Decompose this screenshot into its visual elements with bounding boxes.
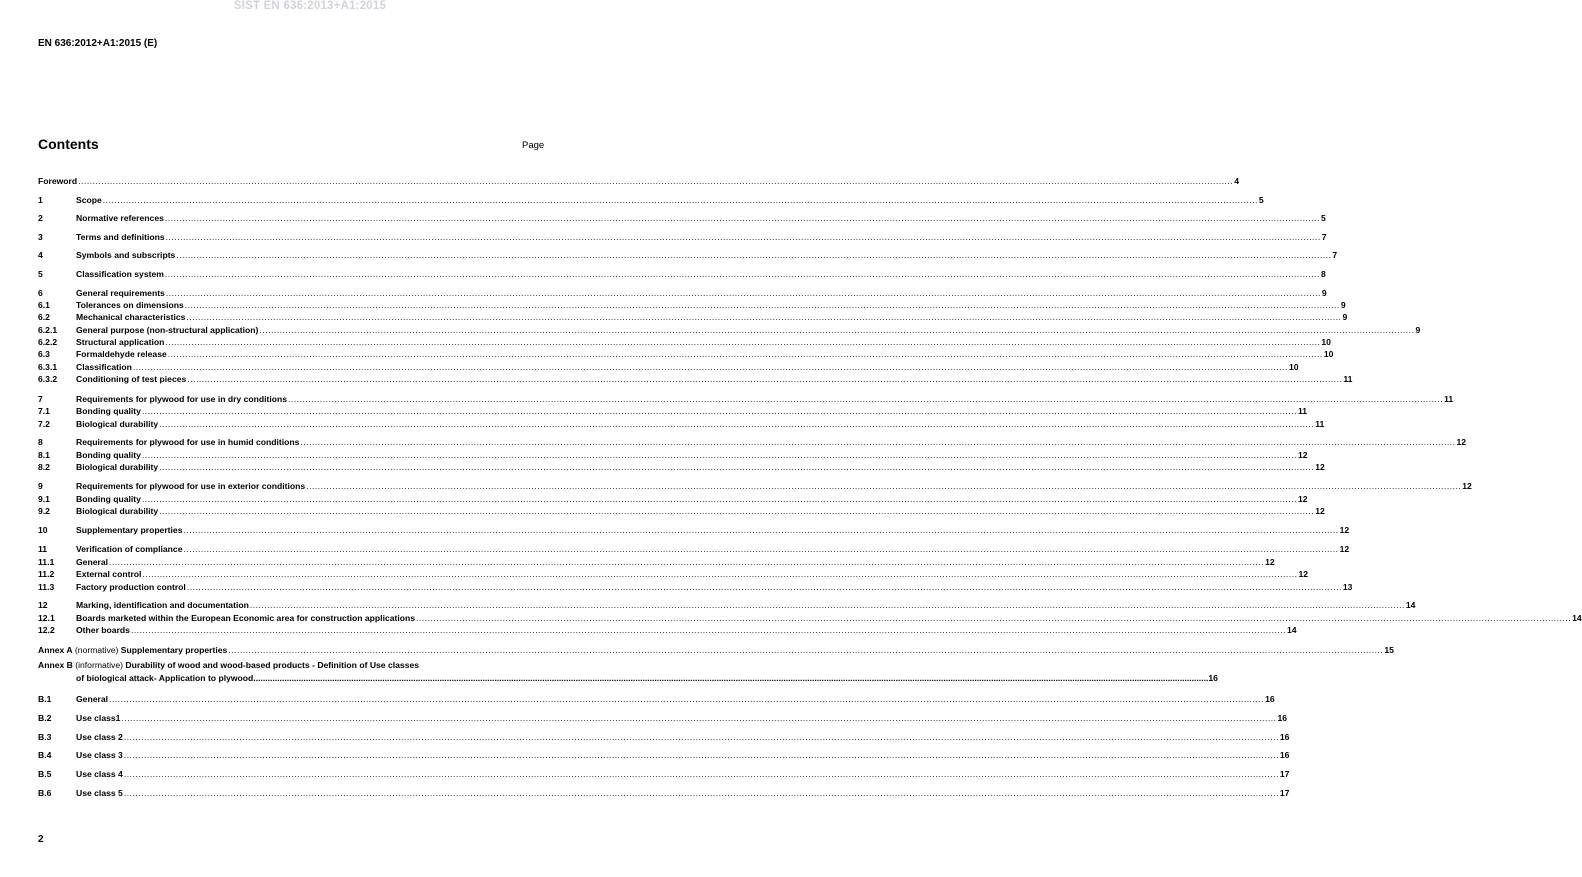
- toc-entry-title: Durability of wood and wood-based products - Definition of Use classes: [125, 660, 420, 670]
- toc-entry-number: 5: [38, 269, 43, 279]
- leader-dots: ................................................................................................................................................................................................................................................................................................................................................................................................................: [165, 337, 1321, 347]
- leader-dots: ................................................................................................................................................................................................................................................................................................................................................................................................................: [288, 394, 1444, 404]
- toc-entry[interactable]: [38, 462, 1325, 473]
- toc-entry[interactable]: [38, 362, 1299, 373]
- toc-entry-title: External control: [76, 569, 142, 579]
- leader-dots: ................................................................................................................................................................................................................................................................................................................................................................................................................: [142, 569, 1298, 579]
- toc-entry-title: Verification of compliance: [76, 544, 183, 554]
- toc-entry-page: 16: [1279, 732, 1290, 742]
- toc-entry-page: 16: [1277, 713, 1288, 723]
- leader-dots: ................................................................................................................................................................................................................................................................................................................................................................................................................: [123, 750, 1279, 760]
- toc-entry-title: Bonding quality: [76, 450, 141, 460]
- toc-entry-title-text: Supplementary properties: [120, 645, 228, 655]
- toc-entry-page: 9: [1342, 312, 1348, 322]
- leader-dots: ................................................................................................................................................................................................................................................................................................................................................................................................................: [416, 613, 1572, 623]
- leader-dots: ................................................................................................................................................................................................................................................................................................................................................................................................................: [102, 195, 1258, 205]
- toc-entry-title: Requirements for plywood for use in exterior conditions: [76, 481, 306, 491]
- leader-dots: ................................................................................................................................................................................................................................................................................................................................................................................................................: [183, 525, 1339, 535]
- toc-entry-title: General: [76, 694, 109, 704]
- toc-entry-number: 6.2.1: [38, 325, 58, 335]
- toc-entry[interactable]: [38, 481, 1472, 492]
- toc-entry-title: Bonding quality: [76, 494, 141, 504]
- leader-dots: ................................................................................................................................................................................................................................................................................................................................................................................................................: [164, 269, 1320, 279]
- toc-entry[interactable]: [38, 349, 1334, 360]
- toc-entry-title: [38, 645, 227, 656]
- toc-entry-number: 7: [38, 394, 43, 404]
- toc-entry[interactable]: [38, 269, 1326, 280]
- toc-entry-page: 9: [1321, 288, 1327, 298]
- toc-entry-title: General purpose (non-structural application): [76, 325, 259, 335]
- toc-entry[interactable]: [38, 195, 1264, 206]
- toc-entry-page: 15: [1384, 645, 1394, 655]
- leader-dots: ................................................................................................................................................................................................................................................................................................................................................................................................................: [306, 481, 1462, 491]
- toc-entry-number: 6.2: [38, 312, 50, 322]
- toc-entry-number: 6.3: [38, 349, 50, 359]
- toc-entry-title: General: [76, 557, 109, 567]
- toc-entry[interactable]: [38, 600, 1416, 611]
- toc-entry[interactable]: [38, 213, 1326, 224]
- toc-entry-page: 16: [1265, 694, 1275, 704]
- watermark: SIST EN 636:2013+A1:2015: [233, 0, 387, 12]
- toc-entry-number: 12.2: [38, 625, 55, 635]
- toc-entry-title: Boards marketed within the European Economic area for construction applications: [76, 613, 416, 623]
- toc-entry[interactable]: [38, 713, 1288, 724]
- toc-entry-number: 6: [38, 288, 43, 298]
- toc-entry[interactable]: [38, 613, 1582, 624]
- leader-dots: ................................................................................................................................................................................................................................................................................................................................................................................................................: [130, 625, 1287, 635]
- toc-entry-page: 7: [1332, 250, 1338, 260]
- toc-entry-title: Classification system: [76, 269, 164, 279]
- leader-dots: ................................................................................................................................................................................................................................................................................................................................................................................................................: [123, 769, 1279, 779]
- toc-entry-page: 11: [1298, 406, 1308, 416]
- toc-entry[interactable]: [38, 406, 1308, 417]
- leader-dots: ................................................................................................................................................................................................................................................................................................................................................................................................................: [141, 406, 1297, 416]
- toc-entry-page: 11: [1343, 374, 1353, 384]
- toc-entry[interactable]: [38, 544, 1350, 555]
- toc-entry[interactable]: [38, 437, 1467, 448]
- toc-entry-number: 11.2: [38, 569, 55, 579]
- leader-dots: ................................................................................................................................................................................................................................................................................................................................................................................................................: [132, 362, 1288, 372]
- toc-entry-page: 17: [1279, 788, 1290, 798]
- toc-entry-number: B.3: [38, 732, 52, 742]
- toc-entry-page: 14: [1572, 613, 1582, 623]
- leader-dots: ................................................................................................................................................................................................................................................................................................................................................................................................................: [141, 450, 1297, 460]
- toc-entry[interactable]: [38, 312, 1348, 323]
- toc-entry-number: 3: [38, 232, 43, 242]
- toc-entry-number: B.5: [38, 769, 52, 779]
- page-column-label: Page: [522, 140, 545, 151]
- toc-entry-title: Use class 2: [76, 732, 123, 742]
- toc-entry-number: B.2: [38, 713, 52, 723]
- toc-entry-number: 11.3: [38, 582, 55, 592]
- toc-entry-number: 2: [38, 213, 43, 223]
- toc-entry-number: 8: [38, 437, 43, 447]
- toc-entry-title: Marking, identification and documentation: [76, 600, 249, 610]
- toc-entry-title: Classification: [76, 362, 132, 372]
- leader-dots: ................................................................................................................................................................................................................................................................................................................................................................................................................: [165, 232, 1321, 242]
- toc-entry[interactable]: [38, 300, 1346, 311]
- toc-entry[interactable]: [38, 176, 1239, 187]
- leader-dots: ................................................................................................................................................................................................................................................................................................................................................................................................................: [253, 673, 1209, 683]
- toc-entry-page: 12: [1298, 494, 1308, 504]
- leader-dots: ................................................................................................................................................................................................................................................................................................................................................................................................................: [176, 250, 1332, 260]
- toc-entry[interactable]: [38, 769, 1290, 780]
- toc-entry-number: 11: [38, 544, 48, 554]
- toc-entry[interactable]: [38, 625, 1297, 636]
- toc-entry-page: 13: [1342, 582, 1353, 592]
- toc-entry-page: 10: [1288, 362, 1299, 372]
- toc-entry-page: 12: [1298, 450, 1308, 460]
- leader-dots: ................................................................................................................................................................................................................................................................................................................................................................................................................: [259, 325, 1415, 335]
- toc-entry-title: Structural application: [76, 337, 165, 347]
- annex-type: (normative): [72, 645, 121, 655]
- leader-dots: ................................................................................................................................................................................................................................................................................................................................................................................................................: [78, 176, 1234, 186]
- toc-entry-page: 5: [1320, 213, 1326, 223]
- toc-entry-page: 12: [1462, 481, 1472, 491]
- toc-entry-number: 4: [38, 250, 43, 260]
- toc-entry[interactable]: [38, 582, 1353, 593]
- toc-entry[interactable]: [38, 394, 1454, 405]
- toc-entry-title: Terms and definitions: [76, 232, 165, 242]
- toc-entry-number: 9: [38, 481, 43, 491]
- leader-dots: ................................................................................................................................................................................................................................................................................................................................................................................................................: [300, 437, 1456, 447]
- leader-dots: ................................................................................................................................................................................................................................................................................................................................................................................................................: [141, 494, 1297, 504]
- toc-entry-page: 9: [1415, 325, 1421, 335]
- toc-entry-number: 10: [38, 525, 48, 535]
- toc-entry-number: 6.1: [38, 300, 50, 310]
- toc-entry[interactable]: [38, 232, 1327, 243]
- leader-dots: ................................................................................................................................................................................................................................................................................................................................................................................................................: [159, 506, 1315, 516]
- leader-dots: ................................................................................................................................................................................................................................................................................................................................................................................................................: [123, 732, 1279, 742]
- document-id: EN 636:2012+A1:2015 (E): [38, 38, 158, 49]
- toc-entry-number: B.4: [38, 750, 52, 760]
- toc-entry[interactable]: [38, 645, 1394, 656]
- page-number: 2: [38, 834, 44, 845]
- toc-entry[interactable]: [38, 557, 1275, 568]
- toc-entry-page: 5: [1258, 195, 1264, 205]
- contents-heading: Contents: [38, 136, 99, 152]
- leader-dots: ................................................................................................................................................................................................................................................................................................................................................................................................................: [159, 419, 1315, 429]
- toc-entry[interactable]: [38, 337, 1331, 348]
- toc-entry[interactable]: [38, 288, 1327, 299]
- toc-entry-page: 11: [1444, 394, 1454, 404]
- toc-entry-title: Factory production control: [76, 582, 186, 592]
- toc-entry-number: 8.1: [38, 450, 50, 460]
- toc-entry-page: 7: [1321, 232, 1327, 242]
- toc-entry-number: B.1: [38, 694, 52, 704]
- leader-dots: ................................................................................................................................................................................................................................................................................................................................................................................................................: [109, 557, 1265, 567]
- toc-entry-page: 12: [1315, 506, 1325, 516]
- toc-entry-title: Biological durability: [76, 506, 159, 516]
- toc-entry-title: Scope: [76, 195, 102, 205]
- toc-entry-page: 12: [1265, 557, 1275, 567]
- leader-dots: ................................................................................................................................................................................................................................................................................................................................................................................................................: [165, 288, 1321, 298]
- toc-entry[interactable]: [38, 419, 1325, 430]
- leader-dots: ................................................................................................................................................................................................................................................................................................................................................................................................................: [184, 300, 1340, 310]
- toc-entry-title: Mechanical characteristics: [76, 312, 186, 322]
- toc-entry-title: Formaldehyde release: [76, 349, 167, 359]
- toc-entry-page: 11: [1315, 419, 1325, 429]
- toc-entry-page: 14: [1405, 600, 1416, 610]
- toc-entry-number: 9.2: [38, 506, 50, 516]
- toc-entry-title-line2: of biological attack- Application to plywood: [76, 673, 254, 683]
- toc-entry[interactable]: [38, 694, 1275, 705]
- toc-entry[interactable]: [38, 325, 1421, 336]
- toc-entry-title: Conditioning of test pieces: [76, 374, 187, 384]
- toc-entry-number: 12: [38, 600, 48, 610]
- annex-label: Annex B: [38, 660, 73, 670]
- toc-entry-title: Use class1: [76, 713, 121, 723]
- toc-entry-title: Use class 5: [76, 788, 123, 798]
- toc-entry-title-line1: [38, 660, 419, 670]
- toc-entry-page: 10: [1323, 349, 1334, 359]
- toc-entry-number: 1: [38, 195, 43, 205]
- leader-dots: ................................................................................................................................................................................................................................................................................................................................................................................................................: [183, 544, 1339, 554]
- toc-entry-page: 12: [1339, 525, 1350, 535]
- toc-entry-page: 17: [1279, 769, 1290, 779]
- toc-entry-number: B.6: [38, 788, 52, 798]
- toc-entry[interactable]: [38, 750, 1290, 761]
- toc-entry-number: 6.3.1: [38, 362, 58, 372]
- toc-entry-title: Requirements for plywood for use in dry conditions: [76, 394, 288, 404]
- toc-entry-page: 12: [1298, 569, 1309, 579]
- toc-entry-title: Other boards: [76, 625, 130, 635]
- toc-entry-title: Biological durability: [76, 462, 159, 472]
- toc-entry-title: Supplementary properties: [76, 525, 183, 535]
- leader-dots: ................................................................................................................................................................................................................................................................................................................................................................................................................: [167, 349, 1323, 359]
- annex-label: Annex A: [38, 645, 73, 655]
- toc-entry[interactable]: [38, 250, 1338, 261]
- toc-entry-title: Use class 4: [76, 769, 123, 779]
- toc-entry-title: Use class 3: [76, 750, 123, 760]
- toc-entry-number: 6.3.2: [38, 374, 58, 384]
- toc-entry-title: Bonding quality: [76, 406, 141, 416]
- toc-entry-number: 7.1: [38, 406, 50, 416]
- toc-entry-title: Biological durability: [76, 419, 159, 429]
- toc-entry[interactable]: [76, 673, 1218, 684]
- annex-type: (informative): [72, 660, 126, 670]
- leader-dots: ................................................................................................................................................................................................................................................................................................................................................................................................................: [186, 582, 1342, 592]
- toc-entry-page: 9: [1340, 300, 1346, 310]
- toc-entry-page: 16: [1279, 750, 1290, 760]
- toc-entry-number: 8.2: [38, 462, 50, 472]
- toc-entry-title: General requirements: [76, 288, 165, 298]
- leader-dots: ................................................................................................................................................................................................................................................................................................................................................................................................................: [186, 312, 1342, 322]
- toc-entry-number: 9.1: [38, 494, 50, 504]
- toc-entry-title: Symbols and subscripts: [76, 250, 176, 260]
- toc-entry[interactable]: [38, 569, 1309, 580]
- toc-entry-title: Normative references: [76, 213, 164, 223]
- leader-dots: ................................................................................................................................................................................................................................................................................................................................................................................................................: [249, 600, 1405, 610]
- toc-entry[interactable]: [38, 732, 1290, 743]
- toc-entry-page: 4: [1234, 176, 1239, 186]
- toc-entry[interactable]: [38, 374, 1353, 385]
- leader-dots: ................................................................................................................................................................................................................................................................................................................................................................................................................: [109, 694, 1265, 704]
- toc-entry-title: Foreword: [38, 176, 78, 186]
- leader-dots: ................................................................................................................................................................................................................................................................................................................................................................................................................: [187, 374, 1343, 384]
- leader-dots: ................................................................................................................................................................................................................................................................................................................................................................................................................: [164, 213, 1320, 223]
- toc-entry[interactable]: [38, 525, 1350, 536]
- toc-entry-page: 10: [1321, 337, 1331, 347]
- toc-entry-page: 12: [1339, 544, 1350, 554]
- toc-entry-number: 12.1: [38, 613, 55, 623]
- leader-dots: ................................................................................................................................................................................................................................................................................................................................................................................................................: [123, 788, 1279, 798]
- toc-entry-page: 12: [1315, 462, 1325, 472]
- toc-entry-number: 7.2: [38, 419, 50, 429]
- leader-dots: ................................................................................................................................................................................................................................................................................................................................................................................................................: [159, 462, 1315, 472]
- toc-entry-number: 6.2.2: [38, 337, 58, 347]
- toc-entry[interactable]: [38, 450, 1308, 461]
- toc-entry-page: 14: [1287, 625, 1297, 635]
- toc-entry-title: Requirements for plywood for use in humid conditions: [76, 437, 300, 447]
- toc-entry-number: 11.1: [38, 557, 55, 567]
- toc-entry-page: 16: [1208, 673, 1218, 683]
- toc-entry-title: Tolerances on dimensions: [76, 300, 184, 310]
- toc-entry[interactable]: [38, 494, 1308, 505]
- toc-entry[interactable]: [38, 788, 1290, 799]
- toc-entry-page: 12: [1456, 437, 1467, 447]
- leader-dots: ................................................................................................................................................................................................................................................................................................................................................................................................................: [228, 645, 1384, 655]
- leader-dots: ................................................................................................................................................................................................................................................................................................................................................................................................................: [121, 713, 1277, 723]
- toc-entry[interactable]: [38, 506, 1325, 517]
- toc-entry-page: 8: [1320, 269, 1326, 279]
